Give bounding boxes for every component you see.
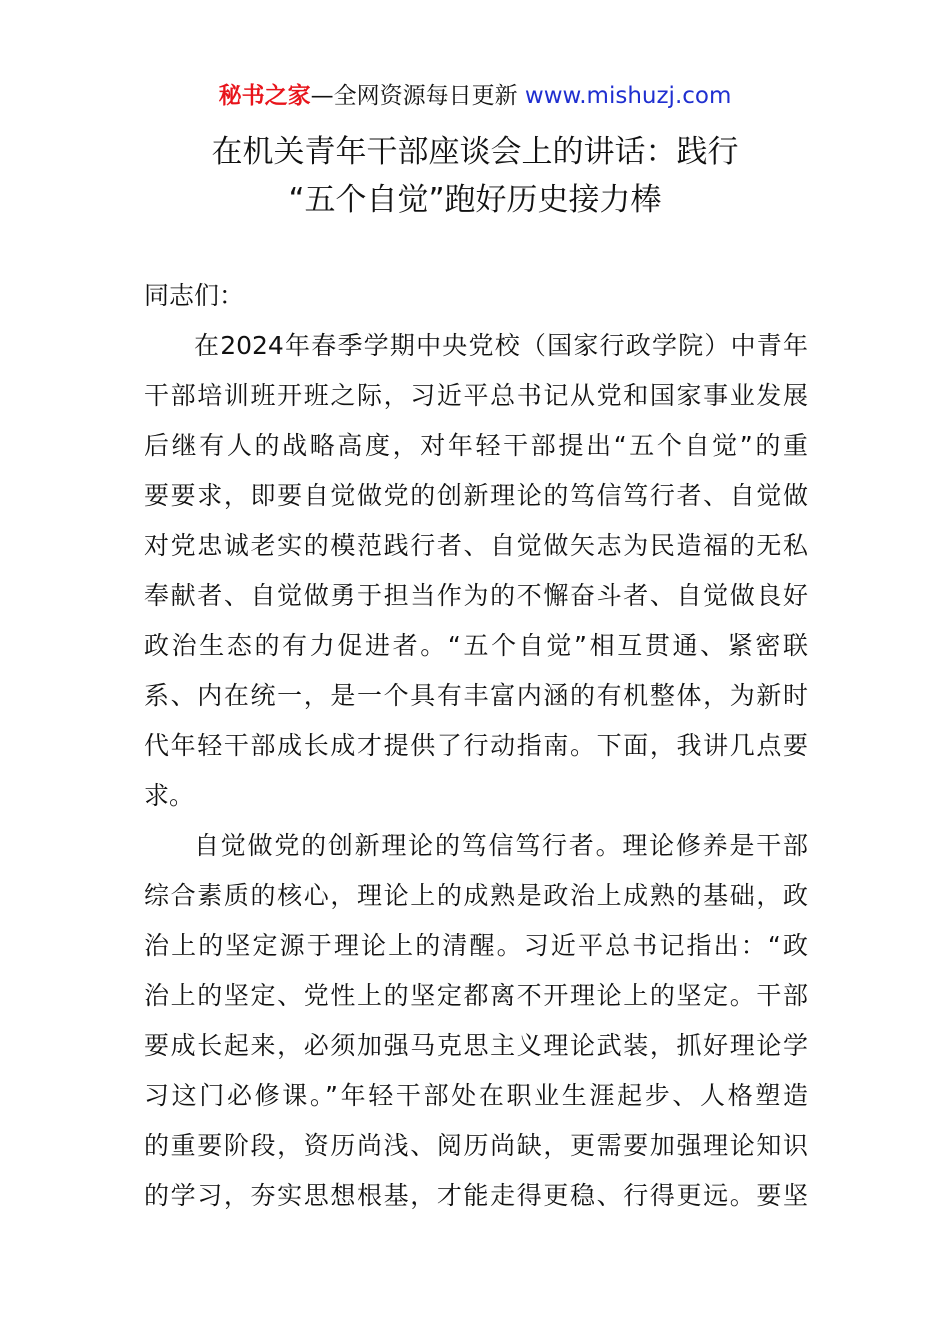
paragraph-line: 干部培训班开班之际，习近平总书记从党和国家事业发展 [144, 381, 808, 410]
paragraph-line: 要要求，即要自觉做党的创新理论的笃信笃行者、自觉做 [144, 481, 808, 510]
paragraph-line: 要成长起来，必须加强马克思主义理论武装，抓好理论学 [144, 1031, 808, 1060]
paragraph-line: 系、内在统一，是一个具有丰富内涵的有机整体，为新时 [144, 681, 808, 710]
site-brand: 秘书之家 [218, 83, 311, 109]
site-url-link[interactable]: www.mishuzj.com [524, 83, 732, 109]
paragraph-line: 求。 [144, 781, 195, 810]
paragraph-line: 的学习，夯实思想根基，才能走得更稳、行得更远。要坚 [144, 1181, 808, 1210]
title-line-1: 在机关青年干部座谈会上的讲话：践行 [211, 134, 739, 170]
paragraph-1 [144, 321, 808, 821]
paragraph-line: 代年轻干部成长成才提供了行动指南。下面，我讲几点要 [144, 731, 808, 760]
paragraph-line: 在2024年春季学期中央党校（国家行政学院）中青年 [194, 331, 808, 360]
paragraph-line: 治上的坚定源于理论上的清醒。习近平总书记指出：“政 [144, 931, 808, 960]
salutation: 同志们： [144, 281, 245, 310]
paragraph-line: 政治生态的有力促进者。“五个自觉”相互贯通、紧密联 [144, 631, 808, 660]
document-title [0, 128, 950, 224]
paragraph-2 [144, 821, 808, 1221]
site-tagline: —全网资源每日更新 [310, 83, 518, 109]
paragraph-line: 治上的坚定、党性上的坚定都离不开理论上的坚定。干部 [144, 981, 808, 1010]
document-body [144, 271, 808, 1221]
site-header [0, 80, 950, 112]
title-line-2: “五个自觉”跑好历史接力棒 [288, 182, 662, 218]
paragraph-line: 对党忠诚老实的模范践行者、自觉做矢志为民造福的无私 [144, 531, 808, 560]
paragraph-line: 自觉做党的创新理论的笃信笃行者。理论修养是干部 [194, 831, 808, 860]
paragraph-line: 综合素质的核心，理论上的成熟是政治上成熟的基础，政 [144, 881, 808, 910]
paragraph-line: 后继有人的战略高度，对年轻干部提出“五个自觉”的重 [144, 431, 808, 460]
paragraph-line: 的重要阶段，资历尚浅、阅历尚缺，更需要加强理论知识 [144, 1131, 808, 1160]
paragraph-line: 奉献者、自觉做勇于担当作为的不懈奋斗者、自觉做良好 [144, 581, 808, 610]
paragraph-line: 习这门必修课。”年轻干部处在职业生涯起步、人格塑造 [144, 1081, 808, 1110]
